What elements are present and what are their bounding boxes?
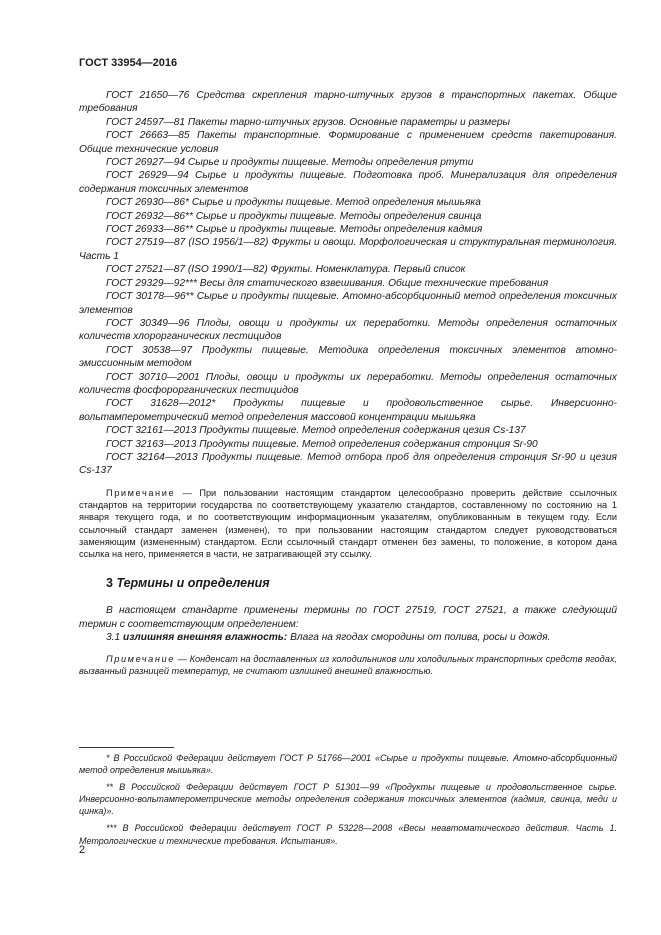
footnote-divider xyxy=(79,747,174,748)
section-title: Термины и определения xyxy=(116,576,270,590)
note-label: Примечание xyxy=(106,488,176,498)
term-definition xyxy=(106,631,617,645)
reference-item: ГОСТ 26927—94 Сырье и продукты пищевые. Методы определения ртути xyxy=(106,157,474,169)
section-number: 3 xyxy=(106,576,113,590)
reference-item: ГОСТ 30538—97 Продукты пищевые. Методика определения токсичных элементов атомно-эмиссионным методом xyxy=(79,344,617,370)
term-note xyxy=(79,653,617,677)
reference-item: ГОСТ 26933—86** Сырье и продукты пищевые. Методы определения кадмия xyxy=(106,224,483,236)
normative-references-list xyxy=(79,89,617,478)
reference-item: ГОСТ 32164—2013 Продукты пищевые. Метод отбора проб для определения стронция Sr-90 и цезия Cs-137 xyxy=(79,451,617,477)
footnote: ** В Российской Федерации действует ГОСТ Р 51301—99 «Продукты пищевые и продовольственное сырье. Инверсионно-вольтамперометрические методы определения содержания токсичных элементов (кадмия, свинца, меди и цинка)». xyxy=(79,782,617,817)
footnote: * В Российской Федерации действует ГОСТ Р 51766—2001 «Сырье и продукты пищевые. Атомно-абсорбционный метод определения мышьяка». xyxy=(79,753,617,776)
reference-item: ГОСТ 30349—96 Плоды, овощи и продукты их переработки. Методы определения остаточных количеств хлорорганических пестицидов xyxy=(79,317,617,343)
reference-item: ГОСТ 21650—76 Средства скрепления тарно-штучных грузов в транспортных пакетах. Общие требования xyxy=(79,90,617,115)
footnote: *** В Российской Федерации действует ГОСТ Р 53228—2008 «Весы неавтоматического действия. Часть 1. Метрологические и технические требования. Испытания». xyxy=(79,823,617,846)
reference-item: ГОСТ 26929—94 Сырье и продукты пищевые. Подготовка проб. Минерализация для определения содержания токсичных элементов xyxy=(79,170,617,195)
reference-item: ГОСТ 27519—87 (ISO 1956/1—82) Фрукты и овощи. Морфологическая и структуральная терминология. Часть 1 xyxy=(79,237,617,262)
reference-item: ГОСТ 29329—92*** Весы для статического взвешивания. Общие технические требования xyxy=(106,277,549,289)
reference-item: ГОСТ 31628—2012* Продукты пищевые и продовольственное сырье. Инверсионно-вольтамперометрический метод определения массовой концентрации мышьяка xyxy=(79,398,617,423)
reference-item: ГОСТ 26932—86** Сырье и продукты пищевые. Методы определения свинца xyxy=(106,210,482,222)
reference-item: ГОСТ 32161—2013 Продукты пищевые. Метод определения содержания цезия Cs-137 xyxy=(106,425,526,437)
reference-item: ГОСТ 24597—81 Пакеты тарно-штучных грузов. Основные параметры и размеры xyxy=(106,116,511,128)
reference-item: ГОСТ 30178—96** Сырье и продукты пищевые. Атомно-абсорбционный метод определения токсичных элементов xyxy=(79,291,617,316)
note-label: Примечание xyxy=(106,654,175,664)
section-intro: В настоящем стандарте применены термины по ГОСТ 27519, ГОСТ 27521, а также следующий термин с соответствующим определением: xyxy=(79,605,617,630)
reference-item: ГОСТ 32163—2013 Продукты пищевые. Метод определения содержания стронция Sr-90 xyxy=(106,438,538,450)
note-text: — Конденсат на доставленных из холодильников или холодильных транспортных средств ягодах, вызванный разницей температур, не считают излишней внешней влажностью. xyxy=(79,654,617,677)
references-note xyxy=(79,487,617,560)
document-header: ГОСТ 33954—2016 xyxy=(79,57,178,69)
page-number: 2 xyxy=(79,844,86,856)
reference-item: ГОСТ 26663—85 Пакеты транспортные. Формирование с применением средств пакетирования. Общие технические условия xyxy=(79,130,617,155)
reference-item: ГОСТ 27521—87 (ISO 1990/1—82) Фрукты. Номенклатура. Первый список xyxy=(106,264,466,276)
term-text: Влага на ягодах смородины от полива, росы и дождя. xyxy=(287,632,551,643)
term-name: излишняя внешняя влажность: xyxy=(123,632,288,643)
footnotes xyxy=(79,752,617,852)
note-text: — При пользовании настоящим стандартом целесообразно проверить действие ссылочных стандартов на территории государства по соответствующему указателю стандартов, составленному по состоянию на 1 января текущего года, и по соответствующим информационным указателям, опубликованным в текущем году. Если ссылочный стандарт заменен (изменен), то при пользовании настоящим стандартом следует руководствоваться заменяющим (измененным) стандартом. Если ссылочный стандарт отменен без замены, то положение, в котором дана ссылка на него, применяется в части, не затрагивающей эту ссылку. xyxy=(79,488,617,560)
reference-item: ГОСТ 26930—86* Сырье и продукты пищевые. Метод определения мышьяка xyxy=(106,197,481,209)
section-heading xyxy=(106,576,270,590)
reference-item: ГОСТ 30710—2001 Плоды, овощи и продукты их переработки. Методы определения остаточных количеств фосфорорганических пестицидов xyxy=(79,371,617,396)
term-number: 3.1 xyxy=(106,632,121,643)
